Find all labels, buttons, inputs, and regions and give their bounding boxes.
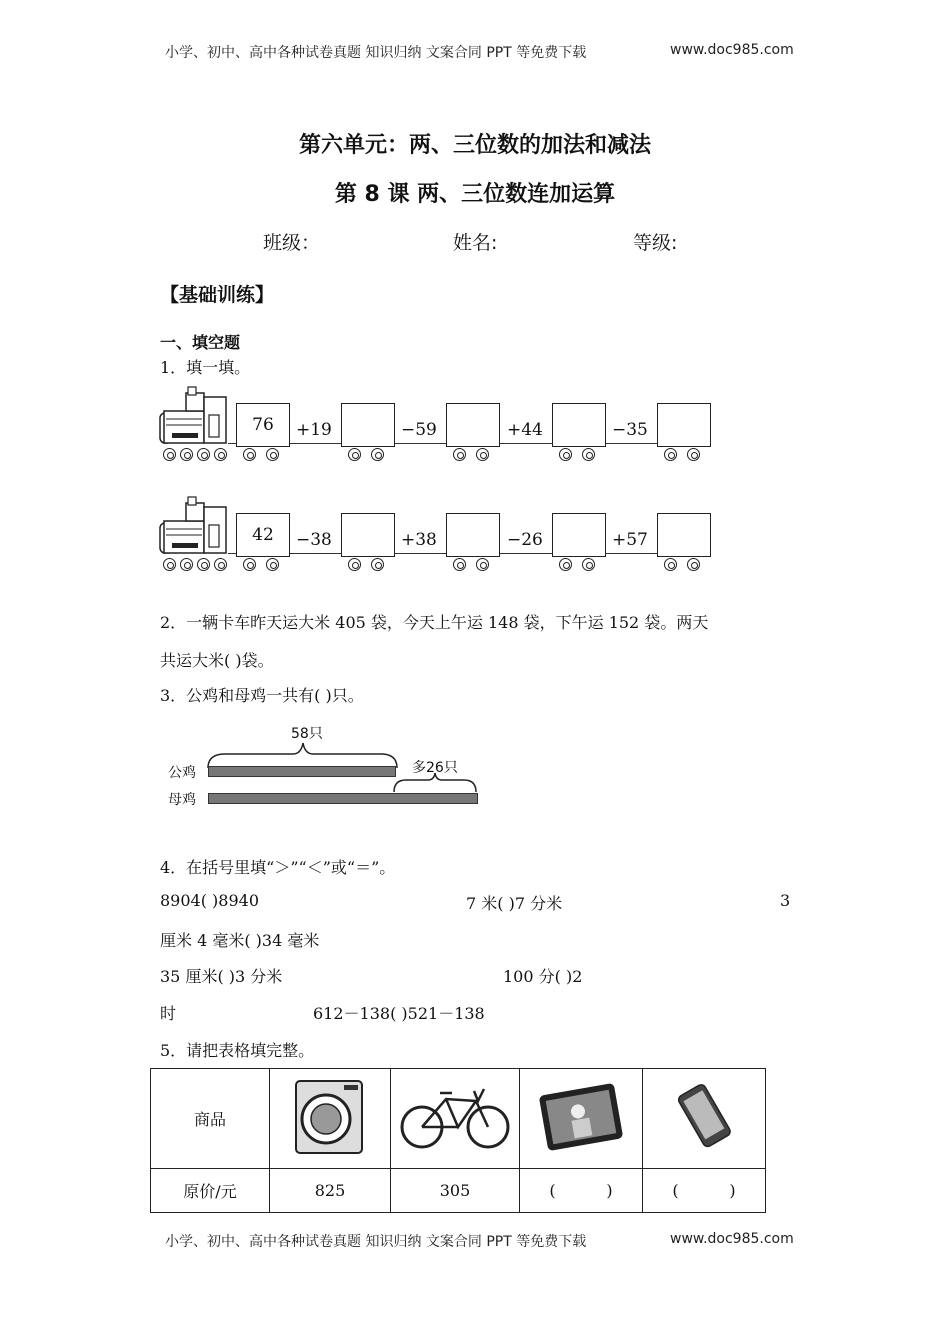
train2-answer-wagon-1[interactable] <box>341 513 395 557</box>
train1-answer-wagon-3[interactable] <box>552 403 606 447</box>
train2-answer-wagon-2[interactable] <box>446 513 500 557</box>
wheel-icon <box>371 448 384 461</box>
q3-diff-label: 多26只 <box>412 760 458 776</box>
lesson-title: 第 8 课 两、三位数连加运算 <box>334 182 616 207</box>
wheel-icon <box>180 558 193 571</box>
train1-op-4: −35 <box>612 420 648 440</box>
q3-text: 3．公鸡和母鸡一共有( )只。 <box>160 686 364 705</box>
grade-label: 等级: <box>633 232 678 254</box>
train1-op-1: +19 <box>296 420 332 440</box>
header-site[interactable]: www.doc985.com <box>670 42 794 58</box>
bicycle-icon <box>398 1079 513 1154</box>
q4-r4b: 612－138( )521－138 <box>313 1004 485 1023</box>
bicycle-cell <box>391 1069 520 1169</box>
train2-answer-wagon-3[interactable] <box>552 513 606 557</box>
tablet-icon <box>531 1079 631 1154</box>
train2-answer-wagon-4[interactable] <box>657 513 711 557</box>
q4-r1a: 8904( )8940 <box>160 891 260 910</box>
tablet-cell <box>520 1069 643 1169</box>
train2-op-1: −38 <box>296 530 332 550</box>
wheel-icon <box>453 448 466 461</box>
wheel-icon <box>243 558 256 571</box>
wheel-icon <box>476 448 489 461</box>
phone-cell <box>643 1069 766 1169</box>
wheel-icon <box>559 448 572 461</box>
wheel-icon <box>266 558 279 571</box>
phone-icon <box>664 1079 744 1154</box>
wheel-icon <box>687 558 700 571</box>
rooster-bar <box>208 766 396 777</box>
wheel-icon <box>214 558 227 571</box>
wheel-icon <box>163 448 176 461</box>
price-table <box>150 1068 766 1213</box>
name-label: 姓名: <box>453 232 498 254</box>
train1-answer-wagon-2[interactable] <box>446 403 500 447</box>
wheel-icon <box>214 448 227 461</box>
wheel-icon <box>687 448 700 461</box>
wheel-icon <box>664 448 677 461</box>
wheel-icon <box>348 448 361 461</box>
row-label-price: 原价/元 <box>151 1169 270 1213</box>
rooster-label: 公鸡 <box>168 765 196 781</box>
q3-top-label: 58只 <box>291 726 323 742</box>
price-answer-cell[interactable]: ( ) <box>643 1169 766 1213</box>
table-row <box>151 1169 766 1213</box>
wheel-icon <box>197 448 210 461</box>
q3-diff-brace <box>392 772 482 794</box>
train2-op-3: −26 <box>507 530 543 550</box>
wheel-icon <box>348 558 361 571</box>
q2-line1: 2．一辆卡车昨天运大米 405 袋，今天上午运 148 袋，下午运 152 袋。两天 <box>160 613 709 632</box>
wheel-icon <box>476 558 489 571</box>
wheel-icon <box>582 558 595 571</box>
q4-r1b: 7 米( )7 分米 <box>466 894 563 913</box>
hen-bar <box>208 793 478 804</box>
wheel-icon <box>664 558 677 571</box>
price-answer-cell[interactable]: ( ) <box>520 1169 643 1213</box>
train1-start-wagon: 76 <box>236 403 290 447</box>
q4-r1c: 3 <box>780 891 791 910</box>
footer-site[interactable]: www.doc985.com <box>670 1231 794 1247</box>
wheel-icon <box>266 448 279 461</box>
section-heading: 【基础训练】 <box>160 284 275 306</box>
wheel-icon <box>243 448 256 461</box>
train1-answer-wagon-1[interactable] <box>341 403 395 447</box>
q5-text: 5．请把表格填完整。 <box>160 1041 315 1060</box>
train1-answer-wagon-4[interactable] <box>657 403 711 447</box>
q4-text: 4．在括号里填“＞”“＜”或“＝”。 <box>160 858 396 877</box>
washing-machine-cell <box>270 1069 391 1169</box>
footer-text: 小学、初中、高中各种试卷真题 知识归纳 文案合同 PPT 等免费下载 <box>165 1234 587 1250</box>
washing-machine-icon <box>290 1077 370 1157</box>
wheel-icon <box>180 448 193 461</box>
wheel-icon <box>582 448 595 461</box>
train1-op-3: +44 <box>507 420 543 440</box>
train1-op-2: −59 <box>401 420 437 440</box>
part-heading: 一、填空题 <box>160 333 241 352</box>
q4-r2: 厘米 4 毫米( )34 毫米 <box>160 931 320 950</box>
wheel-icon <box>371 558 384 571</box>
train2-start-wagon: 42 <box>236 513 290 557</box>
wheel-icon <box>453 558 466 571</box>
wheel-icon <box>163 558 176 571</box>
unit-title: 第六单元：两、三位数的加法和减法 <box>298 133 651 158</box>
train2-op-4: +57 <box>612 530 648 550</box>
q4-r3b: 100 分( )2 <box>503 967 583 986</box>
header-text: 小学、初中、高中各种试卷真题 知识归纳 文案合同 PPT 等免费下载 <box>165 45 587 61</box>
q1-text: 1．填一填。 <box>160 358 251 377</box>
price-cell: 825 <box>270 1169 391 1213</box>
table-row <box>151 1069 766 1169</box>
train2-op-2: +38 <box>401 530 437 550</box>
price-cell: 305 <box>391 1169 520 1213</box>
q4-r3a: 35 厘米( )3 分米 <box>160 967 283 986</box>
class-label: 班级： <box>263 232 321 254</box>
q4-r4a: 时 <box>160 1004 177 1023</box>
q2-line2: 共运大米( )袋。 <box>160 651 274 670</box>
hen-label: 母鸡 <box>168 792 196 808</box>
row-label-goods: 商品 <box>151 1069 270 1169</box>
wheel-icon <box>197 558 210 571</box>
wheel-icon <box>559 558 572 571</box>
